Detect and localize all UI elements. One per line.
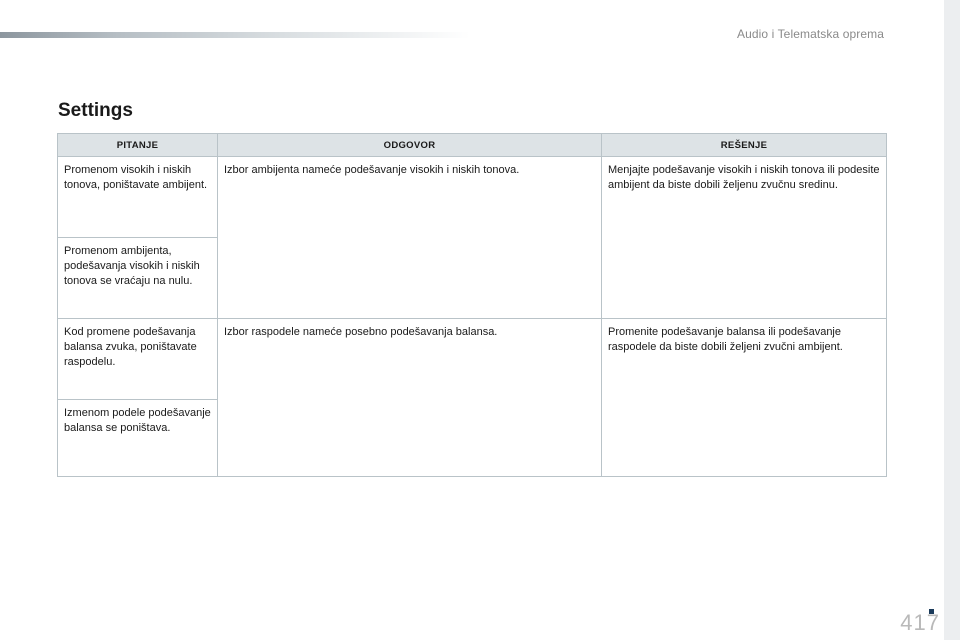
solution-cell: Promenite podešavanje balansa ili podešavanje raspodele da biste dobili željeni zvučni ambijent. (602, 319, 887, 477)
section-title: Audio i Telematska oprema (736, 27, 884, 41)
faq-table (57, 133, 887, 477)
page-edge-strip (944, 0, 960, 640)
page-title: Settings (58, 100, 133, 121)
question-cell: Izmenom podele podešavanje balansa se poništava. (58, 400, 218, 477)
table-header-row (58, 134, 887, 157)
question-cell: Kod promene podešavanja balansa zvuka, poništavate raspodelu. (58, 319, 218, 400)
answer-cell: Izbor raspodele nameće posebno podešavanja balansa. (218, 319, 602, 477)
column-header-question: PITANJE (58, 134, 218, 157)
header-accent-bar (0, 32, 470, 38)
column-header-solution: REŠENJE (602, 134, 887, 157)
question-cell: Promenom ambijenta, podešavanja visokih i niskih tonova se vraćaju na nulu. (58, 238, 218, 319)
table-row (58, 157, 887, 238)
solution-cell: Menjajte podešavanje visokih i niskih tonova ili podesite ambijent da biste dobili željenu zvučnu sredinu. (602, 157, 887, 319)
answer-cell: Izbor ambijenta nameće podešavanje visokih i niskih tonova. (218, 157, 602, 319)
question-cell: Promenom visokih i niskih tonova, poništavate ambijent. (58, 157, 218, 238)
table-row (58, 319, 887, 400)
column-header-answer: ODGOVOR (218, 134, 602, 157)
page-number: 417 (900, 610, 940, 635)
